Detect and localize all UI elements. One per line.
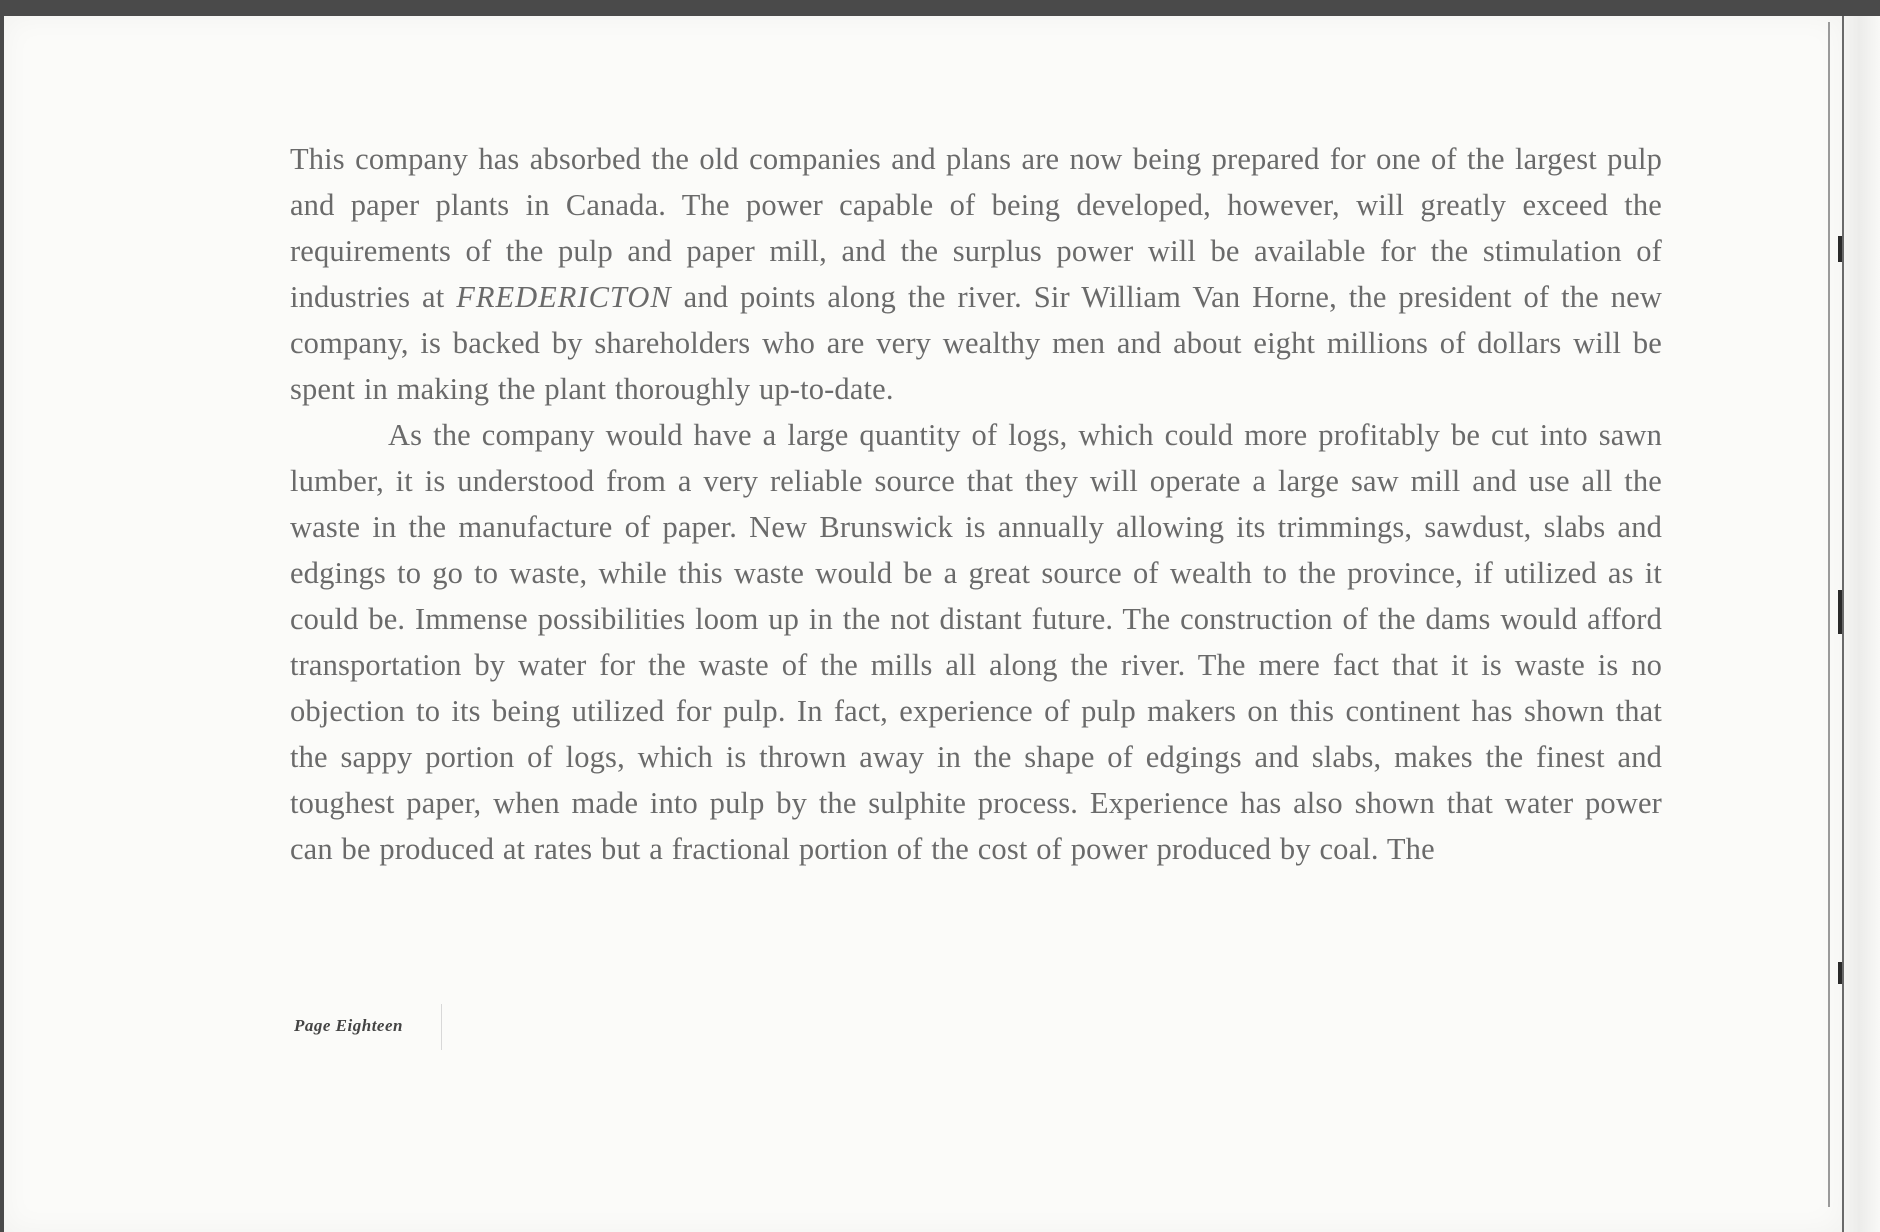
page-right-edge xyxy=(1842,16,1880,1232)
body-text xyxy=(290,136,1662,872)
paragraph-2: As the company would have a large quantity of logs, which could more profitably be cut into sawn lumber, it is understood from a very reliable source that they will operate a large saw mill and use all the waste in the manufacture of paper. New Brunswick is annually allowing its trimmings, sawdust, slabs and edgings to go to waste, while this waste would be a great source of wealth to the province, if utilized as it could be. Immense possibilities loom up in the not distant future. The construction of the dams would afford transportation by water for the waste of the mills all along the river. The mere fact that it is waste is no objection to its being utilized for pulp. In fact, experience of pulp makers on this continent has shown that the sappy portion of logs, which is thrown away in the shape of edgings and slabs, makes the finest and toughest paper, when made into pulp by the sulphite process. Experience has also shown that water power can be produced at rates but a fractional portion of the cost of power produced by coal. The xyxy=(290,418,1662,866)
footer-divider xyxy=(441,1004,442,1050)
binding-mark xyxy=(1838,962,1842,984)
page-number-footer: Page Eighteen xyxy=(294,1016,403,1035)
paragraph-1-text-start: This company has absorbed the old companies and plans are now being prepared for one of the largest pulp and paper plants in Canada. The power capable of being developed, however, will greatly exceed the requirements of the pulp and paper mill, and the surplus power will be available for the stimulation of industries at xyxy=(290,142,1662,314)
binding-mark xyxy=(1838,236,1842,262)
city-name: FREDERICTON xyxy=(456,280,672,314)
binding-mark xyxy=(1838,590,1842,634)
paragraph-1 xyxy=(290,136,1662,412)
page-fold-line xyxy=(1828,22,1830,1207)
paragraph-1-text-end: and points along the river. Sir William Van Horne, the president of the new company, is backed by shareholders who are very wealthy men and about eight millions of dollars will be spent in making the plant thoroughly up-to-date. xyxy=(290,280,1663,406)
